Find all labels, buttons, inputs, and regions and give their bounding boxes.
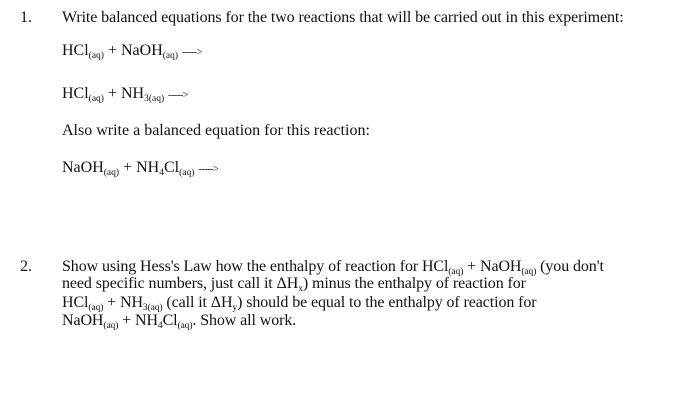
eq3-reactant-1: NaOH	[62, 159, 104, 176]
eq2-plus: +	[107, 85, 117, 102]
eq1-plus: +	[107, 42, 117, 59]
eq1-arrow: ----->	[182, 47, 202, 58]
eq1-state-2: (aq)	[162, 51, 179, 61]
eq2-arrow: ----->	[168, 90, 189, 101]
problem-1-prompt: Write balanced equations for the two reactions that will be carried out in this experiment:	[62, 9, 624, 26]
equation-2	[62, 86, 188, 104]
equation-3	[62, 160, 218, 178]
problem-2-line-4: NaOH$_{(aq)}$ + $NH_4Cl_{(aq)}$. Show all work.	[62, 312, 297, 331]
eq2-reactant-2: NH	[121, 85, 145, 102]
eq3-arrow: ----->	[198, 164, 219, 175]
problem-2-line-2: need specific numbers, just call it $\Delta H_x$) minus the enthalpy of reaction for	[62, 275, 526, 294]
equation-1	[62, 43, 202, 61]
eq3-plus: +	[123, 159, 133, 176]
problem-2-line-1: Show using Hess's Law how the enthalpy of reaction for HCl$_{(aq)}$ + NaOH$_{(aq)}$ (you don't	[62, 258, 604, 277]
eq1-reactant-2: NaOH	[121, 42, 163, 59]
problem-1-also-prompt: Also write a balanced equation for this reaction:	[62, 122, 370, 139]
eq2-state-1: (aq)	[88, 94, 104, 104]
problem-2-number: 2.	[20, 258, 32, 275]
eq1-reactant-1: HCl	[62, 42, 89, 59]
eq3-reactant-2: $NH_4Cl$	[136, 159, 180, 178]
eq2-reactant-1: HCl	[62, 85, 89, 102]
problem-1-number: 1.	[20, 9, 32, 26]
eq3-state-1: (aq)	[103, 168, 120, 178]
eq2-state-2: 3(aq)	[144, 94, 165, 104]
problem-2-line-3: $HCl_{(aq)} + NH_{3(aq)}$ (call it $\Delta H_y$) should be equal to the enthalpy of reaction for	[62, 294, 537, 313]
eq1-state-1: (aq)	[88, 51, 104, 61]
eq3-state-2: (aq)	[179, 168, 195, 178]
